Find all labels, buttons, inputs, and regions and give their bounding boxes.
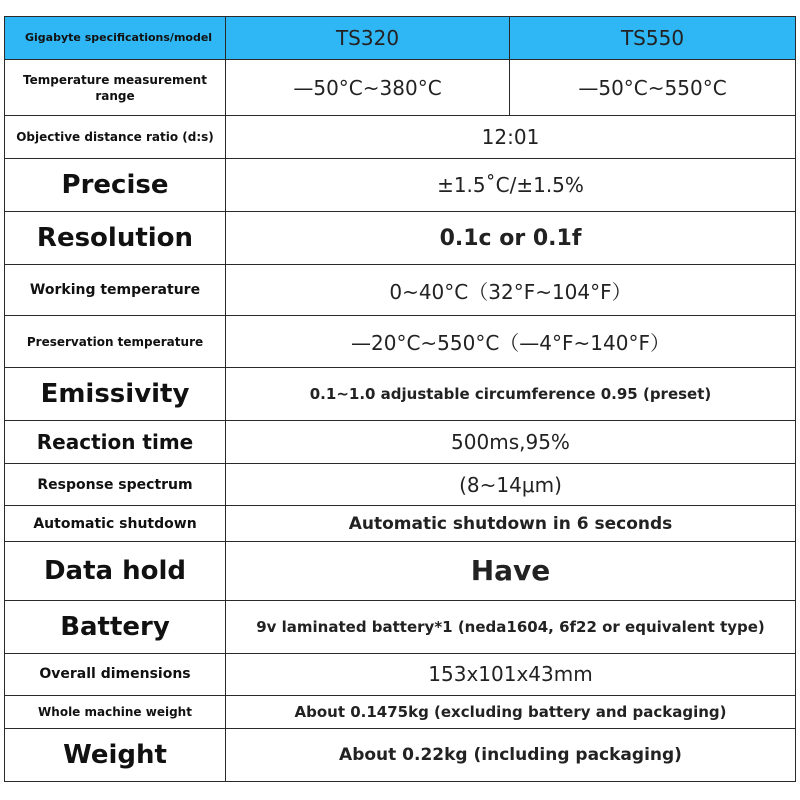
row-value-reaction-time: 500ms,95% — [226, 420, 796, 463]
row-label-overall-dimensions: Overall dimensions — [5, 653, 226, 696]
row-label-battery: Battery — [5, 600, 226, 653]
table-row — [5, 506, 796, 542]
row-value-response-spectrum: (8~14μm) — [226, 463, 796, 506]
table-row — [5, 463, 796, 506]
header-model-ts320: TS320 — [226, 17, 510, 60]
row-value-emissivity: 0.1~1.0 adjustable circumference 0.95 (preset) — [226, 367, 796, 420]
table-row — [5, 316, 796, 367]
row-label-resolution: Resolution — [5, 212, 226, 265]
table-header-row — [5, 17, 796, 60]
row-value-weight: About 0.22kg (including packaging) — [226, 728, 796, 781]
table-row — [5, 116, 796, 159]
row-value-temperature-range-ts550: —50°C~550°C — [510, 59, 796, 115]
row-value-automatic-shutdown: Automatic shutdown in 6 seconds — [226, 506, 796, 542]
row-label-reaction-time: Reaction time — [5, 420, 226, 463]
header-spec-label: Gigabyte specifications/model — [5, 17, 226, 60]
row-label-precise: Precise — [5, 159, 226, 212]
table-row — [5, 265, 796, 316]
table-row — [5, 728, 796, 781]
header-model-ts550: TS550 — [510, 17, 796, 60]
table-row — [5, 59, 796, 115]
row-label-response-spectrum: Response spectrum — [5, 463, 226, 506]
row-value-working-temperature: 0~40°C（32°F~104°F） — [226, 265, 796, 316]
row-value-preservation-temperature: —20°C~550°C（—4°F~140°F） — [226, 316, 796, 367]
row-label-weight: Weight — [5, 728, 226, 781]
table-row — [5, 367, 796, 420]
row-value-overall-dimensions: 153x101x43mm — [226, 653, 796, 696]
row-label-distance-ratio: Objective distance ratio (d:s) — [5, 116, 226, 159]
row-value-temperature-range-ts320: —50°C~380°C — [226, 59, 510, 115]
row-label-temperature-range: Temperature measurement range — [5, 59, 226, 115]
row-label-automatic-shutdown: Automatic shutdown — [5, 506, 226, 542]
row-label-emissivity: Emissivity — [5, 367, 226, 420]
row-label-whole-machine-weight: Whole machine weight — [5, 696, 226, 729]
row-label-data-hold: Data hold — [5, 542, 226, 600]
row-label-working-temperature: Working temperature — [5, 265, 226, 316]
table-row — [5, 696, 796, 729]
row-value-resolution: 0.1c or 0.1f — [226, 212, 796, 265]
table-row — [5, 653, 796, 696]
table-row — [5, 159, 796, 212]
row-value-battery: 9v laminated battery*1 (neda1604, 6f22 or equivalent type) — [226, 600, 796, 653]
row-value-data-hold: Have — [226, 542, 796, 600]
row-value-distance-ratio: 12:01 — [226, 116, 796, 159]
table-row — [5, 542, 796, 600]
spec-table — [4, 16, 796, 782]
table-row — [5, 212, 796, 265]
row-label-preservation-temperature: Preservation temperature — [5, 316, 226, 367]
table-row — [5, 600, 796, 653]
table-row — [5, 420, 796, 463]
row-value-whole-machine-weight: About 0.1475kg (excluding battery and packaging) — [226, 696, 796, 729]
row-value-precise: ±1.5˚C/±1.5% — [226, 159, 796, 212]
